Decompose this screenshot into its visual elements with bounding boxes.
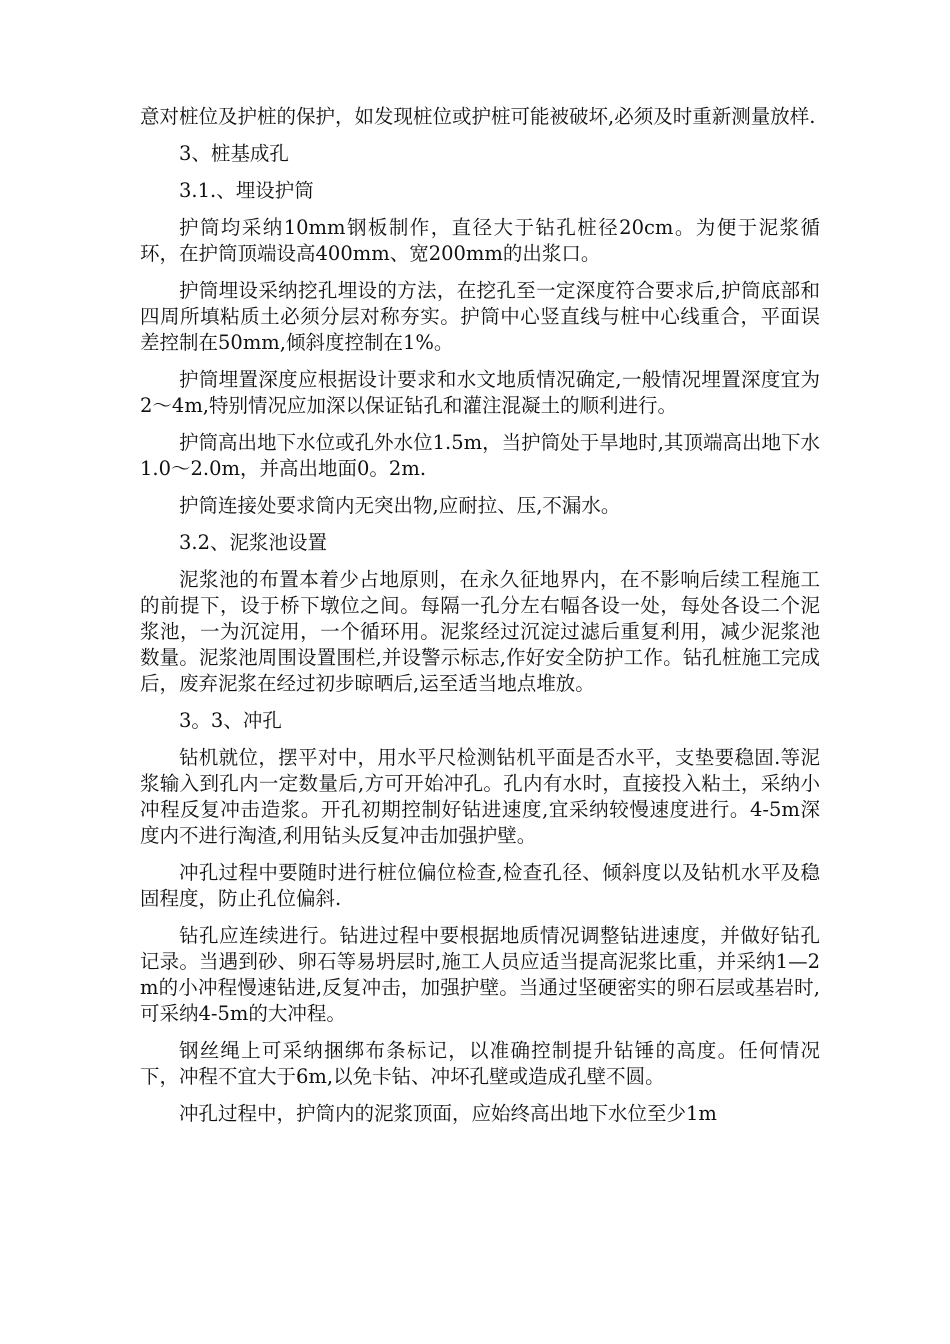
section-heading: 3.1.、埋设护筒 [179,179,314,202]
paragraph: 护筒高出地下水位或孔外水位1.5m，当护筒处于旱地时,其顶端高出地下水1.0～2.0m，并高出地面0。2m. [140,431,820,480]
section-heading: 3.2、泥浆池设置 [179,531,328,554]
paragraph: 护筒连接处要求筒内无突出物,应耐拉、压,不漏水。 [179,494,621,517]
paragraph: 钻孔应连续进行。钻进过程中要根据地质情况调整钻进速度，并做好钻孔记录。当遇到砂、卵石等易坍层时,施工人员应适当提高泥浆比重，并采纳1—2m的小冲程慢速钻进,反复冲击，加强护壁。当通过坚硬密实的卵石层或基岩时,可采纳4-5m的大冲程。 [140,924,820,1025]
paragraph: 冲孔过程中要随时进行桩位偏位检查,检查孔径、倾斜度以及钻机水平及稳固程度，防止孔位偏斜. [140,861,820,910]
section-heading: 3。3、冲孔 [179,709,282,732]
paragraph: 钻机就位，摆平对中，用水平尺检测钻机平面是否水平，支垫要稳固.等泥浆输入到孔内一定数量后,方可开始冲孔。孔内有水时，直接投入粘土，采纳小冲程反复冲击造浆。开孔初期控制好钻进速度,宜采纳较慢速度进行。4-5m深度内不进行淘渣,利用钻头反复冲击加强护壁。 [140,746,820,847]
document-page [140,104,820,1138]
paragraph: 冲孔过程中，护筒内的泥浆顶面，应始终高出地下水位至少1m [179,1102,717,1125]
section-heading: 3、桩基成孔 [179,142,289,165]
paragraph: 意对桩位及护桩的保护，如发现桩位或护桩可能被破坏,必须及时重新测量放样. [140,105,816,128]
paragraph: 护筒埋设采纳挖孔埋设的方法，在挖孔至一定深度符合要求后,护筒底部和四周所填粘质土必须分层对称夯实。护筒中心竖直线与桩中心线重合，平面误差控制在50mm,倾斜度控制在1%。 [140,279,820,354]
paragraph: 泥浆池的布置本着少占地原则，在永久征地界内，在不影响后续工程施工的前提下，设于桥下墩位之间。每隔一孔分左右幅各设一处，每处各设二个泥浆池，一为沉淀用，一个循环用。泥浆经过沉淀过滤后重复利用，减少泥浆池数量。泥浆池周围设置围栏,并设警示标志,作好安全防护工作。钻孔桩施工完成后，废弃泥浆在经过初步晾晒后,运至适当地点堆放。 [140,568,820,695]
paragraph: 护筒埋置深度应根据设计要求和水文地质情况确定,一般情况埋置深度宜为2～4m,特别情况应加深以保证钻孔和灌注混凝土的顺利进行。 [140,368,820,417]
paragraph: 护筒均采纳10mm钢板制作，直径大于钻孔桩径20cm。为便于泥浆循环，在护筒顶端设高400mm、宽200mm的出浆口。 [140,216,820,265]
paragraph: 钢丝绳上可采纳捆绑布条标记，以准确控制提升钻锤的高度。任何情况下，冲程不宜大于6m,以免卡钻、冲坏孔壁或造成孔壁不圆。 [140,1039,820,1088]
